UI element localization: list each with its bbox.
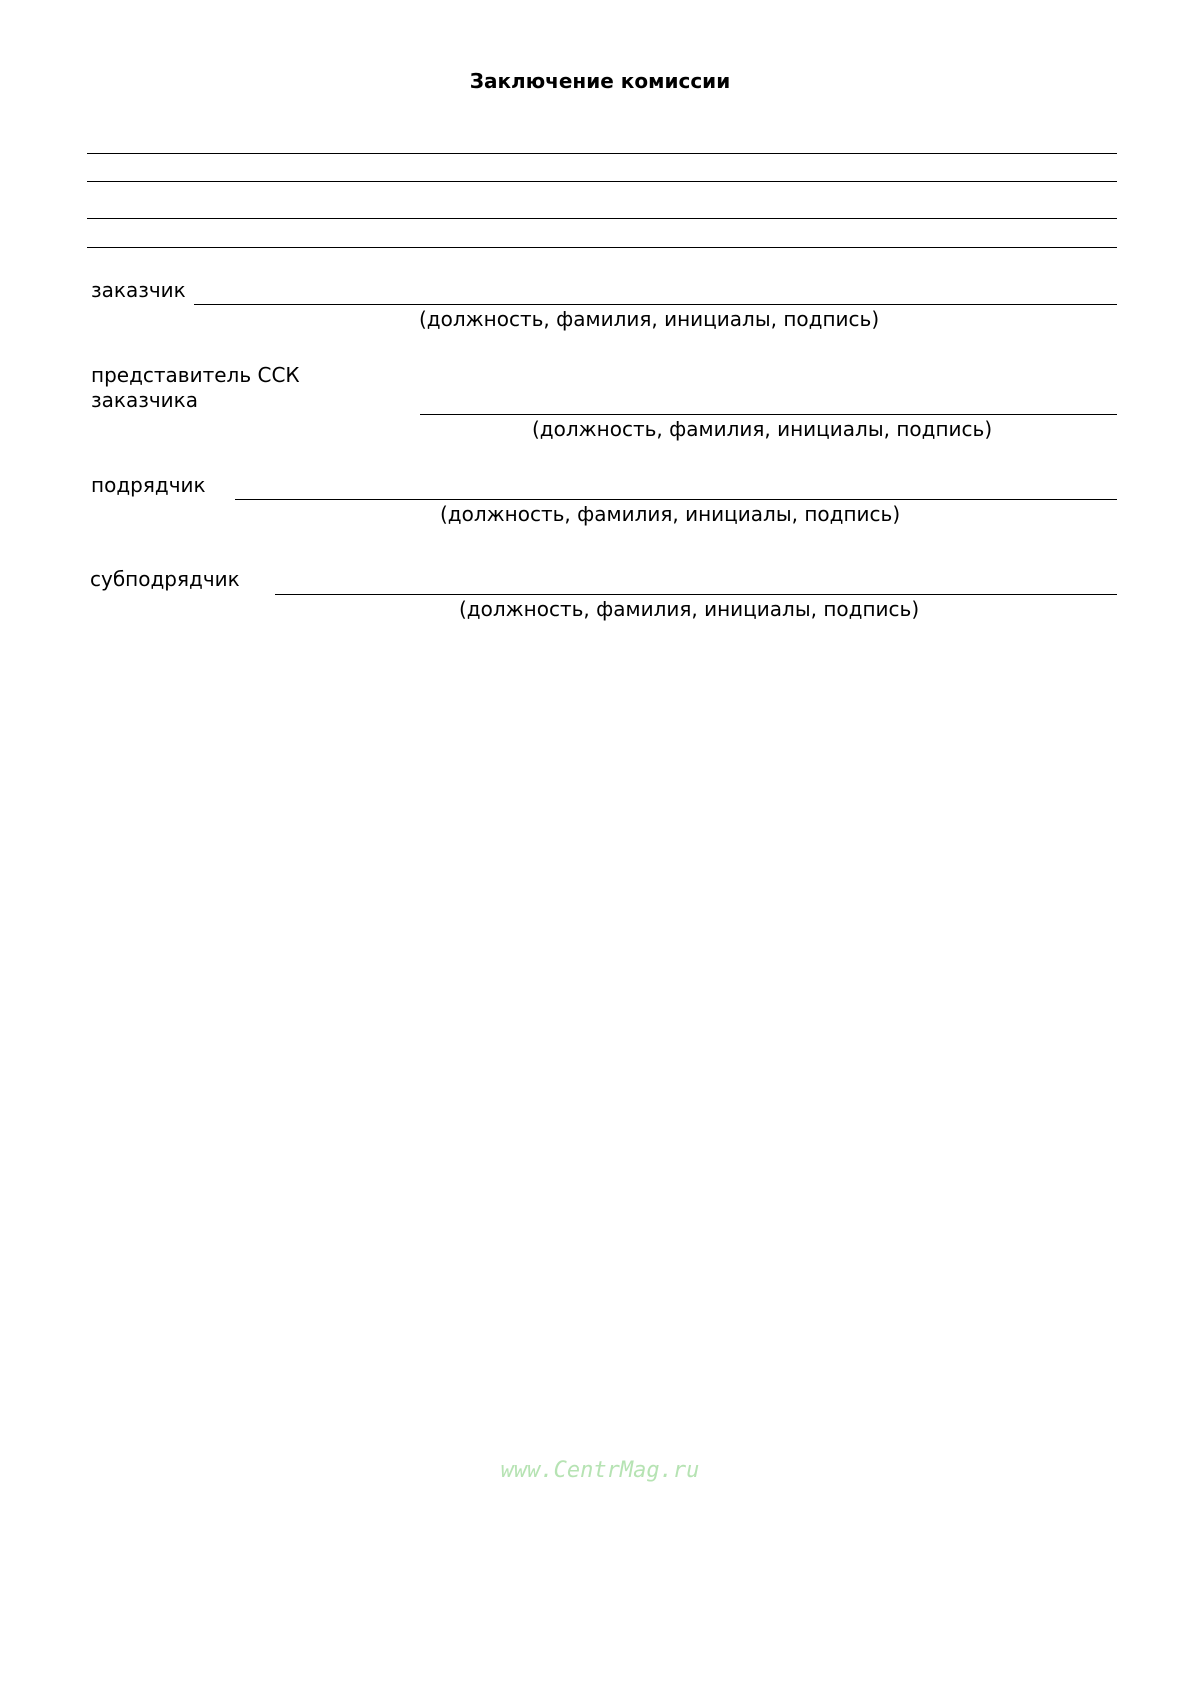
signature-label-ssk-line1: представитель ССК: [91, 363, 300, 387]
signature-line-customer[interactable]: [194, 304, 1117, 305]
signature-line-ssk-representative[interactable]: [420, 414, 1117, 415]
signature-label-contractor: подрядчик: [91, 473, 206, 497]
conclusion-line-3[interactable]: [87, 218, 1117, 219]
conclusion-line-1[interactable]: [87, 153, 1117, 154]
signature-label-subcontractor: субподрядчик: [90, 567, 240, 591]
page-title: Заключение комиссии: [469, 69, 731, 93]
signature-line-contractor[interactable]: [235, 499, 1117, 500]
conclusion-line-4[interactable]: [87, 247, 1117, 248]
signature-caption-ssk-representative: (должность, фамилия, инициалы, подпись): [532, 417, 993, 441]
signature-caption-customer: (должность, фамилия, инициалы, подпись): [419, 307, 880, 331]
signature-label-customer: заказчик: [91, 278, 186, 302]
conclusion-line-2[interactable]: [87, 181, 1117, 182]
watermark: www.CentrMag.ru: [500, 1458, 700, 1483]
signature-label-ssk-line2: заказчика: [91, 388, 199, 412]
signature-caption-subcontractor: (должность, фамилия, инициалы, подпись): [459, 597, 920, 621]
signature-caption-contractor: (должность, фамилия, инициалы, подпись): [440, 502, 901, 526]
signature-line-subcontractor[interactable]: [275, 594, 1117, 595]
